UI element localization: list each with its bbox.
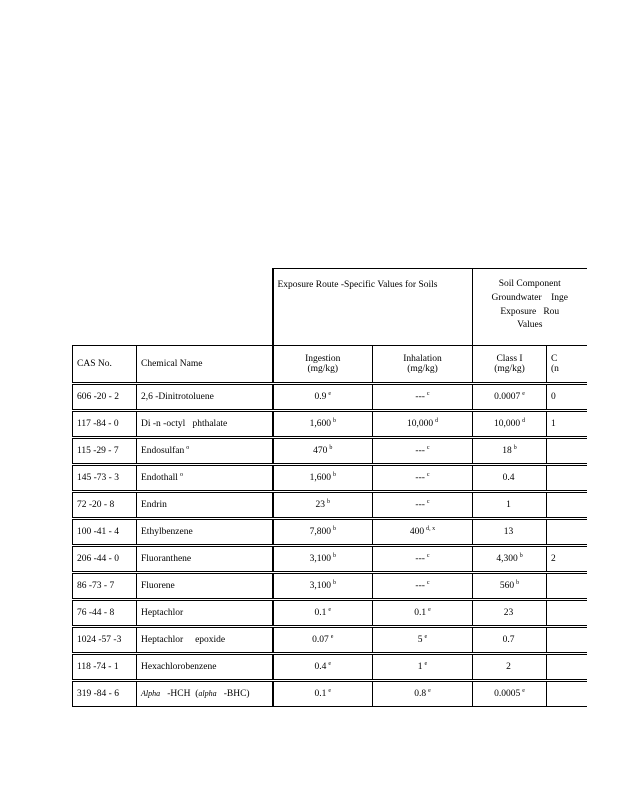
ingestion-cell: [273, 600, 373, 627]
soil-remediation-table: [72, 268, 587, 707]
ingestion-value: 7,800: [309, 527, 331, 538]
cas-cell: [73, 627, 137, 654]
cas-value: 319 -84 - 6: [77, 689, 119, 699]
ingestion-footnote: e: [330, 634, 334, 641]
inhalation-value: 5: [417, 635, 423, 646]
cas-value: 145 -73 - 3: [77, 473, 119, 483]
cas-value: 72 -20 - 8: [77, 500, 115, 510]
ingestion-value: 0.4: [314, 662, 327, 673]
class2-cell: [547, 573, 587, 600]
class1-header: Class I (mg/kg): [473, 346, 547, 384]
class1-value: 13: [503, 527, 514, 538]
inhalation-cell: [373, 519, 473, 546]
inhalation-footnote: c: [426, 472, 430, 479]
ingestion-cell: [273, 384, 373, 411]
class2-cell: [547, 492, 587, 519]
cas-value: 115 -29 - 7: [77, 446, 119, 456]
class1-value: 1: [506, 500, 511, 511]
class1-value: 2: [506, 662, 511, 673]
chemical-name-mid: -HCH (: [160, 689, 199, 699]
chemical-name-italic2: alpha: [198, 689, 217, 698]
cas-cell: [73, 573, 137, 600]
inhalation-value: ---: [415, 473, 425, 484]
inhalation-value: ---: [415, 446, 425, 457]
inhalation-value: 0.8: [414, 689, 427, 700]
exposure-route-header: [273, 269, 473, 346]
chemical-name: Endothall: [141, 473, 178, 484]
chemical-name: Endrin: [141, 500, 167, 511]
ingestion-value: 0.9: [314, 392, 327, 403]
inhalation-footnote: d: [435, 418, 439, 425]
class1-cell: [473, 654, 547, 681]
table-row: [73, 492, 587, 519]
class1-cell: [473, 600, 547, 627]
chemical-name-cell: [137, 546, 273, 573]
class2-value: 2: [551, 554, 556, 564]
chemical-name-cell: [137, 438, 273, 465]
inhalation-cell: [373, 384, 473, 411]
chemical-name: Hexachlorobenzene: [141, 662, 217, 673]
class1-value: 23: [503, 608, 514, 619]
class1-value: 0.0005: [494, 689, 521, 700]
chemical-name: Di -n -octyl phthalate: [141, 419, 228, 430]
ingestion-cell: [273, 411, 373, 438]
class1-footnote: e: [522, 688, 525, 695]
inhalation-value: 10,000: [406, 419, 434, 430]
ingestion-footnote: b: [332, 553, 336, 560]
inhalation-header: Inhalation (mg/kg): [373, 346, 473, 384]
chemical-name: Heptachlor: [141, 608, 184, 619]
inhalation-cell: [373, 411, 473, 438]
class1-cell: [473, 681, 547, 707]
cas-value: 76 -44 - 8: [77, 608, 115, 618]
ingestion-cell: [273, 681, 373, 707]
chemical-name-footnote: o: [179, 472, 183, 479]
table-row: [73, 546, 587, 573]
ingestion-cell: [273, 492, 373, 519]
column-header-row: [73, 346, 587, 384]
ingestion-cell: [273, 519, 373, 546]
inhalation-cell: [373, 654, 473, 681]
ingestion-cell: [273, 627, 373, 654]
class1-value: 10,000: [493, 419, 521, 430]
class1-value: 18: [502, 446, 512, 457]
cas-value: 100 -41 - 4: [77, 527, 119, 537]
inhalation-value: ---: [415, 392, 425, 403]
cas-value: 86 -73 - 7: [77, 581, 115, 591]
table-row: [73, 600, 587, 627]
chemical-name-cell: [137, 600, 273, 627]
inhalation-footnote: c: [426, 445, 430, 452]
ingestion-footnote: b: [327, 499, 330, 506]
table-row: [73, 384, 587, 411]
ingestion-footnote: e: [328, 661, 332, 668]
ingestion-cell: [273, 465, 373, 492]
ingestion-cell: [273, 573, 373, 600]
chemical-name-italic: Alpha: [141, 689, 161, 698]
inhalation-cell: [373, 546, 473, 573]
class1-cell: [473, 573, 547, 600]
class1-value: 0.0007: [494, 392, 521, 403]
table-row: [73, 654, 587, 681]
inhalation-cell: [373, 627, 473, 654]
chemical-name-end: -BHC): [216, 689, 250, 699]
chemical-name-cell: [137, 465, 273, 492]
class2-cell: [547, 654, 587, 681]
class1-cell: [473, 546, 547, 573]
groundwater-line: Groundwater Inge: [491, 292, 568, 303]
inhalation-footnote: d, x: [426, 526, 436, 533]
ingestion-footnote: b: [332, 418, 336, 425]
ingestion-value: 0.1: [314, 689, 327, 700]
class1-footnote: b: [519, 553, 523, 560]
ingestion-value: 470: [313, 446, 328, 457]
inhalation-value: ---: [415, 500, 425, 511]
cas-value: 206 -44 - 0: [77, 554, 119, 564]
chemical-name-cell: [137, 654, 273, 681]
class1-cell: [473, 384, 547, 411]
ingestion-footnote: b: [329, 445, 333, 452]
inhalation-value: ---: [415, 581, 425, 592]
values-text: Values: [517, 320, 543, 331]
ingestion-value: 0.1: [314, 608, 327, 619]
ingestion-cell: [273, 654, 373, 681]
class1-value: 0.7: [502, 635, 515, 646]
class1-footnote: e: [522, 391, 525, 398]
inhalation-cell: [373, 573, 473, 600]
chemical-name-header: Chemical Name: [137, 346, 273, 384]
cas-header: CAS No.: [73, 346, 137, 384]
cas-cell: [73, 546, 137, 573]
class2-value: 1: [551, 419, 556, 429]
cas-value: 1024 -57 -3: [77, 635, 122, 645]
cas-cell: [73, 411, 137, 438]
class2-header: C (n: [547, 346, 587, 384]
class1-cell: [473, 411, 547, 438]
ingestion-value: 3,100: [309, 581, 331, 592]
cas-cell: [73, 465, 137, 492]
table-row: [73, 573, 587, 600]
class1-footnote: b: [513, 445, 517, 452]
cas-value: 117 -84 - 0: [77, 419, 119, 429]
class2-cell: [547, 681, 587, 707]
cas-cell: [73, 438, 137, 465]
table-row: [73, 519, 587, 546]
class2-value: 0: [551, 392, 556, 402]
inhalation-value: 400: [409, 527, 425, 538]
class2-cell: [547, 465, 587, 492]
inhalation-footnote: e: [428, 607, 431, 614]
soil-component-header: [473, 269, 587, 346]
chemical-name: 2,6 -Dinitrotoluene: [141, 392, 214, 403]
exposure-line: Exposure Rou: [500, 306, 560, 317]
class2-cell: [547, 600, 587, 627]
inhalation-footnote: c: [426, 580, 430, 587]
chemical-name-cell: [137, 519, 273, 546]
inhalation-footnote: e: [428, 688, 431, 695]
inhalation-value: 0.1: [414, 608, 427, 619]
class1-cell: [473, 627, 547, 654]
class2-cell: [547, 546, 587, 573]
inhalation-footnote: e: [424, 634, 428, 641]
inhalation-value: ---: [415, 554, 425, 565]
ingestion-footnote: b: [332, 580, 336, 587]
ingestion-value: 3,100: [309, 554, 331, 565]
class1-cell: [473, 465, 547, 492]
cas-cell: [73, 492, 137, 519]
ingestion-footnote: e: [328, 607, 332, 614]
inhalation-footnote: c: [426, 499, 430, 506]
ingestion-footnote: b: [332, 526, 336, 533]
chemical-name: Heptachlor epoxide: [141, 635, 226, 646]
ingestion-value: 23: [315, 500, 325, 511]
class1-value: 0.4: [502, 473, 515, 484]
ingestion-footnote: b: [332, 472, 336, 479]
group-header-row: [73, 269, 587, 346]
cas-cell: [73, 519, 137, 546]
class2-cell: [547, 627, 587, 654]
chemical-name-footnote: o: [186, 445, 190, 452]
ingestion-header: Ingestion (mg/kg): [273, 346, 373, 384]
table-row: [73, 465, 587, 492]
class1-cell: [473, 438, 547, 465]
exposure-route-header-text: Exposure Route -Specific Values for Soils: [277, 280, 438, 290]
ingestion-footnote: e: [328, 688, 332, 695]
inhalation-cell: [373, 681, 473, 707]
chemical-name: Ethylbenzene: [141, 527, 193, 538]
chemical-name-cell: [137, 627, 273, 654]
cas-cell: [73, 384, 137, 411]
cas-cell: [73, 681, 137, 707]
chemical-name-cell: [137, 573, 273, 600]
ingestion-cell: [273, 438, 373, 465]
cas-value: 606 -20 - 2: [77, 392, 119, 402]
table-row: [73, 411, 587, 438]
ingestion-cell: [273, 546, 373, 573]
table-row: [73, 681, 587, 707]
class1-value: 560: [499, 581, 515, 592]
chemical-name: Endosulfan: [141, 446, 185, 457]
class1-cell: [473, 519, 547, 546]
cas-cell: [73, 654, 137, 681]
inhalation-cell: [373, 492, 473, 519]
table-row: [73, 627, 587, 654]
class2-cell: [547, 411, 587, 438]
chemical-name-cell: [137, 384, 273, 411]
class1-cell: [473, 492, 547, 519]
table-row: [73, 438, 587, 465]
inhalation-cell: [373, 465, 473, 492]
ingestion-value: 1,600: [309, 473, 331, 484]
soil-component-text: Soil Component: [498, 279, 561, 289]
class2-cell: [547, 519, 587, 546]
class2-cell: [547, 438, 587, 465]
inhalation-cell: [373, 438, 473, 465]
cas-cell: [73, 600, 137, 627]
chemical-name: Fluorene: [141, 581, 175, 592]
cas-value: 118 -74 - 1: [77, 662, 119, 672]
class2-cell: [547, 384, 587, 411]
class1-value: 4,300: [496, 554, 518, 565]
class1-footnote: b: [516, 580, 520, 587]
inhalation-footnote: c: [426, 553, 430, 560]
chemical-name-cell: [137, 411, 273, 438]
inhalation-footnote: c: [426, 391, 430, 398]
chemical-name-cell: [137, 492, 273, 519]
inhalation-value: 1: [417, 662, 423, 673]
chemical-name-cell: [137, 681, 273, 707]
ingestion-value: 0.07: [312, 635, 329, 646]
chemical-name: Fluoranthene: [141, 554, 192, 565]
class1-footnote: d: [522, 418, 526, 425]
ingestion-value: 1,600: [309, 419, 331, 430]
ingestion-footnote: e: [328, 391, 332, 398]
inhalation-footnote: e: [424, 661, 428, 668]
inhalation-cell: [373, 600, 473, 627]
